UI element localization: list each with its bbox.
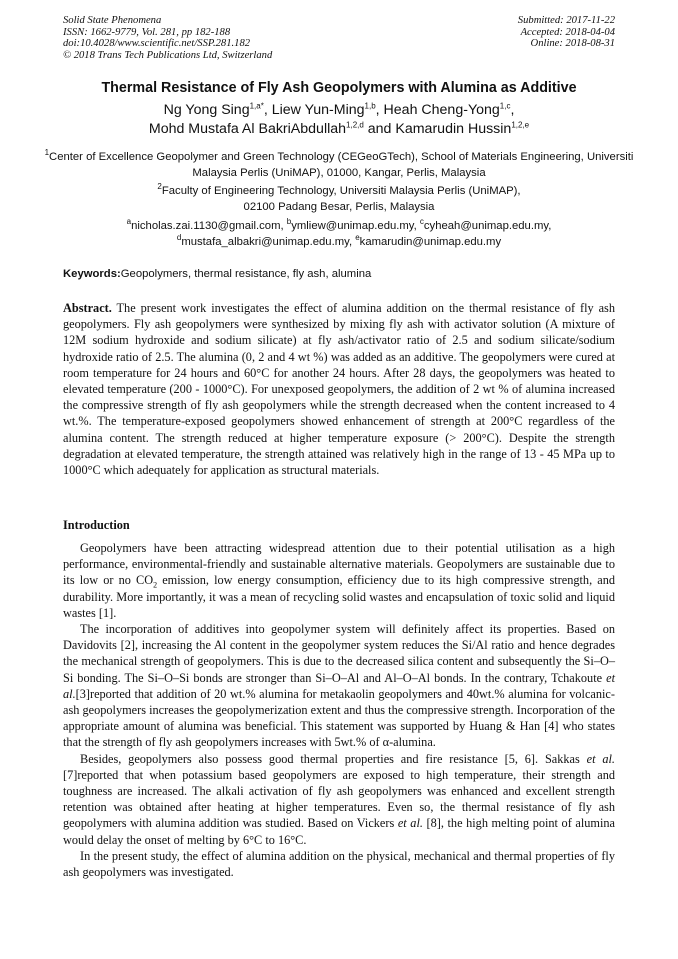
paragraph-text: emission, low energy consumption, efficiency due to its high compressive strength, and durability. More importantly, it was a mean of recycling solid wastes and encapsulation of toxic solid and liquid wastes [1]. [63,573,616,620]
email-sup: b [286,217,292,227]
keywords [63,268,371,280]
affiliation-number: 2 [157,182,162,192]
keywords-text: Geopolymers, thermal resistance, fly ash, alumina [120,268,372,280]
paragraph-text: [8], the high melting point of alumina would delay the onset of melting by 6°C to 16°C. [63,816,615,847]
paragraph-text: [3]reported that addition of 20 wt.% alumina for metakaolin geopolymers and 40wt.% alumina for volcanic-ash geopolymers increases the geopolymerization extent and thus the compressive strength. Incorporation of the appropriate amount of alumina was beneficial. This statement was supported by Huang & Han [4] who states that the strength of fly ash geopolymers increases with 5wt.% of α-alumina. [63,686,615,750]
author-line-1: Ng Yong Sing$^{1,a*}$, Liew Yun-Ming$^{1,b}$, Heah Cheng-Yong$^{1,c}$, [163,101,515,118]
author-affil-sup: 1,b [364,101,376,111]
affiliation-number: 1 [44,148,50,158]
paragraph [63,848,615,880]
paper-title: Thermal Resistance of Fly Ash Geopolymers with Alumina as Additive [101,80,577,96]
author-name: Kamarudin Hussin [395,121,512,137]
abstract [63,300,615,478]
author-affil-sup: 1,c [499,101,511,111]
email: mustafa_albakri@unimap.edu.my, [181,236,356,248]
et-al: et al. [63,670,615,701]
email-sup: e [355,233,360,243]
email: kamarudin@unimap.edu.my [359,236,502,248]
email-sup: a [126,217,132,227]
paragraph [63,751,615,848]
email: nicholas.zai.1130@gmail.com, [131,220,287,232]
author-conjunction: and [363,121,396,137]
paragraph-text: The incorporation of additives into geopolymer system will definitely affect its properties. Based on Davidovits [2], increasing the Al content in the geopolymer system reduces the Si/Al ratio and hence degrades the mechanical strength of geopolymers. This is due to the decreased silica content and subsequently the Si–O–Si bonding. The Si–O–Si bonds are stronger than Si–O–Al and Al–O–Al bonds. In the contrary, Tchakoute [63,622,615,685]
author-name: Ng Yong Sing [163,102,250,118]
et-al: et al. [397,816,423,831]
author-affil-sup: 1,a* [249,101,264,111]
accepted-date: Accepted: 2018-04-04 [520,26,615,38]
issn: ISSN: 1662-9779, Vol. 281, pp 182-188 [63,26,231,38]
doi: doi:10.4028/www.scientific.net/SSP.281.182 [63,38,251,50]
journal-header-left [63,15,272,61]
email-sup: d [176,233,182,243]
affiliation-2 [40,183,638,215]
author-name: Mohd Mustafa Al BakriAbdullah [148,121,347,137]
submitted-date: Submitted: 2017-11-22 [517,15,615,26]
affiliation-text: Faculty of Engineering Technology, Universiti Malaysia Perlis (UniMAP), [161,185,521,197]
subscript: 2 [153,580,158,590]
affiliation-1 [40,149,638,181]
paragraph-text: Geopolymers have been attracting widespread attention due to their potential utilisation as a high performance, environmental-friendly and sustainable alternative materials. Geopolymers are sustainable due to its low or no CO [63,541,615,588]
paragraph-text: [7]reported that when potassium based geopolymers are exposed to high temperature, their strength and toughness are increased. The alkali activation of fly ash geopolymers was enhanced and excellent strength retention was obtained after heating at higher temperatures. Even so, the thermal resistance of fly ash geopolymers with alumina addition was studied. Based on Vickers [63,767,615,831]
introduction-body [63,540,615,880]
paragraph-text: Besides, geopolymers also possess good thermal properties and fire resistance [5, 6]. Sakkas [80,751,587,766]
section-heading-introduction: Introduction [63,518,130,532]
author-line-2 [40,120,638,139]
abstract-label: Abstract. [63,301,112,315]
et-al: et al. [586,751,615,766]
paragraph-text: In the present study, the effect of alumina addition on the physical, mechanical and thermal properties of fly ash geopolymers was investigated. [63,848,615,880]
paragraph [63,621,615,751]
journal-header-right [518,15,615,50]
affiliation-text: Center of Excellence Geopolymer and Green Technology (CEGeoGTech), School of Materials Engineering, Universiti Malaysia Perlis (UniMAP), 01000, Kangar, Perlis, Malaysia [49,151,634,179]
author-affil-sup: 1,2,d [346,120,364,130]
paragraph [63,540,615,621]
email: ymliew@unimap.edu.my, [291,220,420,232]
author-list [40,101,638,139]
abstract-text: The present work investigates the effect of alumina addition on the thermal resistance of fly ash geopolymers. Fly ash geopolymers were synthesized by mixing fly ash with activator solution (A mixture of 12M sodium hydroxide and sodium silicate) at fly ash/activator ratio of 2.5 and sodium silicate/sodium hydroxide ratio of 2.5. The alumina (0, 2 and 4 wt %) was added as an additive. The geopolymers were cured at room temperature for 24 hours and 60°C for another 24 hours. After 28 days, the geopolymers was heated to elevated temperature (200 - 1000°C). For unexposed geopolymers, the addition of 2 wt % of alumina increased the compressive strength of fly ash geopolymers while the strength decreased when the content increased to 4 wt.%. The temperature-exposed geopolymers showed enhancement of strength at 200°C regardless of the alumina content. The strength reduced at higher temperature exposure (> 200°C). Despite the strength degradation at elevated temperature, the strength attained was relatively high in the range of 13 - 45 MPa up to 1000°C which adequately for application as structural materials. [63,301,615,478]
copyright: © 2018 Trans Tech Publications Ltd, Switzerland [63,49,273,61]
email: cyheah@unimap.edu.my, [423,220,552,232]
author-affil-sup: 1,2,e [511,120,530,130]
keywords-label: Keywords: [63,268,121,280]
email-sup: c [419,217,424,227]
journal-name: Solid State Phenomena [63,15,162,26]
affiliation-text: 02100 Padang Besar, Perlis, Malaysia [243,201,435,213]
author-name: Heah Cheng-Yong [383,102,500,118]
author-name: Liew Yun-Ming [271,102,365,118]
email-list [40,218,638,250]
online-date: Online: 2018-08-31 [530,38,615,50]
